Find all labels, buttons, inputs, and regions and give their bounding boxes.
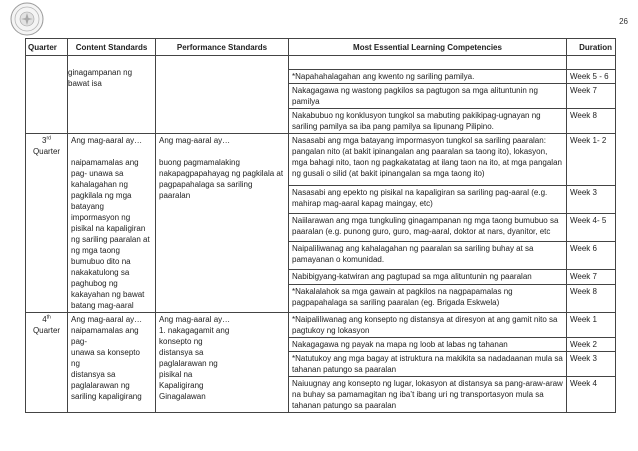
spacer-row	[26, 56, 616, 70]
competency-cell: Nakabubuo ng konklusyon tungkol sa mabuting pakikipag-ugnayan ng sariling pamilya sa iba pang pamilya sa lipunang Pilipino.	[289, 109, 567, 134]
cont-content-line: ginagampanan ng	[68, 68, 133, 77]
duration-cell: Week 1- 2	[567, 134, 616, 186]
q4-performance-standards-cell	[156, 313, 289, 413]
content-line: batayang	[71, 202, 104, 211]
content-line: naipamamalas ang	[71, 326, 139, 335]
q3-performance-standards-cell	[156, 134, 289, 313]
cont-content-line: bawat isa	[68, 79, 102, 88]
duration-cell: Week 7	[567, 269, 616, 285]
content-line: batang mag-aaral	[71, 301, 134, 310]
duration-cell: Week 2	[567, 338, 616, 352]
content-line: pisikal na kapaligiran	[71, 224, 146, 233]
competency-cell: Nakagagawa ng payak na mapa ng loob at labas ng tahanan	[289, 338, 567, 352]
quarter-3-number: 3	[42, 136, 47, 145]
performance-line: buong pagmamalaking	[159, 158, 240, 167]
competency-cell: Naiuugnay ang konsepto ng lugar, lokasyon at distansya sa pang-araw-araw na buhay sa pamamagitan ng iba’t ibang uri ng transportasyon mula sa tahanan patungo sa paaralan	[289, 377, 567, 413]
content-line: paglalarawan ng	[71, 381, 130, 390]
deped-seal-logo	[10, 2, 44, 36]
competency-cell: Nakagagawa ng wastong pagkilos sa pagtugon sa mga alituntunin ng pamilya	[289, 84, 567, 109]
header-performance-standards: Performance Standards	[156, 39, 289, 56]
quarter-3-suffix: rd	[46, 135, 51, 142]
content-line: ng sariling paaralan at	[71, 235, 150, 244]
duration-cell: Week 3	[567, 352, 616, 377]
competency-cell: Naipaliliwanag ang kahalagahan ng paaralan sa sariling buhay at sa pamayanan o komunidad.	[289, 241, 567, 269]
duration-cell: Week 3	[567, 186, 616, 214]
duration-cell: Week 8	[567, 285, 616, 313]
competency-cell: Naiilarawan ang mga tungkuling ginagampanan ng mga taong bumubuo sa paaralan (e.g. punong guro, guro, mag-aaral, doktor at nars, dyanitor, etc	[289, 214, 567, 242]
content-line: unawa sa konsepto	[71, 348, 140, 357]
q4-content-standards-cell	[68, 313, 156, 413]
performance-line: Ang mag-aaral ay…	[159, 315, 231, 324]
performance-line: Ang mag-aaral ay…	[159, 136, 231, 145]
quarter-4-number: 4	[42, 315, 47, 324]
duration-cell: Week 1	[567, 313, 616, 338]
performance-line: distansya sa	[159, 348, 204, 357]
performance-line: paglalarawan ng	[159, 359, 218, 368]
melc-table	[25, 38, 616, 413]
duration-cell: Week 4- 5	[567, 214, 616, 242]
duration-cell: Week 7	[567, 84, 616, 109]
content-line: paghubog ng	[71, 279, 118, 288]
header-content-standards: Content Standards	[68, 39, 156, 56]
duration-cell: Week 6	[567, 241, 616, 269]
header-quarter: Quarter	[26, 39, 68, 56]
content-line: kahalagahan ng	[71, 180, 128, 189]
q3-content-standards-cell	[68, 134, 156, 313]
quarter-4-suffix: th	[46, 314, 51, 321]
content-line: pag-	[71, 337, 88, 346]
duration-cell: Week 4	[567, 377, 616, 413]
competency-cell: *Natutukoy ang mga bagay at istruktura na makikita sa nadadaanan mula sa tahanan patungo sa paaralan	[289, 352, 567, 377]
cont-content-cell	[68, 56, 156, 134]
content-line: Ang mag-aaral ay…	[71, 315, 143, 324]
page-number: 26	[619, 17, 628, 26]
competency-cell: Nasasabi ang mga batayang impormasyon tungkol sa sariling paaralan: pangalan nito (at bakit ipinangalan ang paaralan sa taong ito), lokasyon, mga bahagi nito, taon ng pagkakatatag at ilang taon na ito, at mga pangalan ng gusali o silid (at bakit ipinangalan sa mga taong ito)	[289, 134, 567, 186]
competency-cell: Nabibigyang-katwiran ang pagtupad sa mga alituntunin ng paaralan	[289, 269, 567, 285]
header-duration: Duration	[567, 39, 616, 56]
content-line: pagkilala ng mga	[71, 191, 132, 200]
content-line: impormasyon ng	[71, 213, 131, 222]
table-header-row	[26, 39, 616, 56]
content-line: naipamamalas ang	[71, 158, 139, 167]
competency-cell: *Napahahalagahan ang kwento ng sariling pamilya.	[289, 70, 567, 84]
content-line: pag- unawa sa	[71, 169, 124, 178]
duration-cell: Week 5 - 6	[567, 70, 616, 84]
performance-line: paaralan	[159, 191, 191, 200]
table-row	[26, 134, 616, 186]
performance-line: konsepto ng	[159, 337, 203, 346]
content-line: bumubuo dito na	[71, 257, 131, 266]
performance-line: nakapagpapahayag ng pagkilala at	[159, 169, 284, 178]
performance-line: Ginagalawan	[159, 392, 206, 401]
quarter-4-label: Quarter	[32, 326, 61, 335]
header-competencies: Most Essential Learning Competencies	[289, 39, 567, 56]
content-line: kakayahan ng bawat	[71, 290, 145, 299]
cont-quarter-cell	[26, 56, 68, 134]
content-line: ng	[71, 359, 80, 368]
quarter-3-cell	[26, 134, 68, 313]
performance-line: pagpapahalaga sa sariling	[159, 180, 253, 189]
competency-cell: *Nakalalahok sa mga gawain at pagkilos na nagpapamalas ng pagpapahalaga sa sariling paaralan (eg. Brigada Eskwela)	[289, 285, 567, 313]
content-line: nakakatulong sa	[71, 268, 130, 277]
content-line: ng mga taong	[71, 246, 120, 255]
content-line: distansya sa	[71, 370, 116, 379]
performance-line: 1. nakagagamit ang	[159, 326, 230, 335]
content-line: sariling kapaligirang	[71, 392, 142, 401]
duration-cell: Week 8	[567, 109, 616, 134]
content-line: Ang mag-aaral ay…	[71, 136, 143, 145]
cont-performance-cell	[156, 56, 289, 134]
competency-cell: *Naipaliliwanag ang konsepto ng distansya at diresyon at ang gamit nito sa pagtukoy ng lokasyon	[289, 313, 567, 338]
quarter-3-label: Quarter	[32, 147, 61, 156]
performance-line: pisikal na	[159, 370, 193, 379]
table-row	[26, 313, 616, 338]
competency-cell: Nasasabi ang epekto ng pisikal na kapaligiran sa sariling pag-aaral (e.g. mahirap mag-aaral kapag maingay, etc)	[289, 186, 567, 214]
quarter-4-cell	[26, 313, 68, 413]
performance-line: Kapaligirang	[159, 381, 204, 390]
